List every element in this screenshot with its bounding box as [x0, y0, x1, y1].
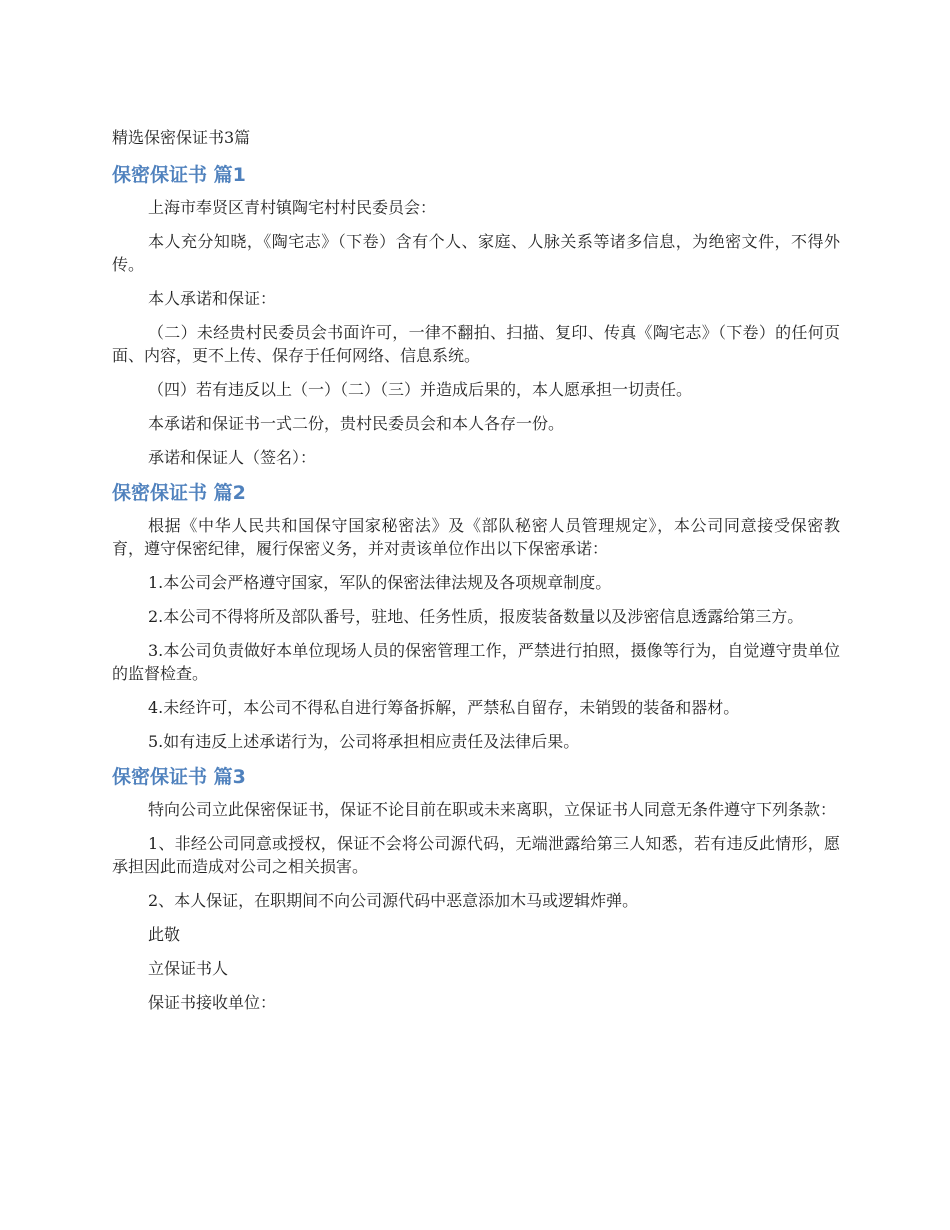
paragraph: 4.未经许可，本公司不得私自进行筹备拆解，严禁私自留存，未销毁的装备和器材。	[148, 698, 740, 717]
section-2	[112, 480, 840, 753]
paragraph: 本人承诺和保证：	[148, 289, 277, 308]
paragraph: 1.本公司会严格遵守国家，军队的保密法律法规及各项规章制度。	[148, 573, 612, 592]
document-page	[112, 126, 840, 1025]
paragraph: 5.如有违反上述承诺行为，公司将承担相应责任及法律后果。	[148, 732, 580, 751]
paragraph: 根据《中华人民共和国保守国家秘密法》及《部队秘密人员管理规定》，本公司同意接受保密教育，遵守保密纪律，履行保密义务，并对责该单位作出以下保密承诺：	[112, 516, 840, 558]
document-title: 精选保密保证书3篇	[112, 128, 251, 147]
section-heading: 保密保证书 篇1	[112, 164, 246, 186]
paragraph: 上海市奉贤区青村镇陶宅村村民委员会：	[148, 198, 437, 217]
section-heading: 保密保证书 篇2	[112, 482, 246, 504]
paragraph: 保证书接收单位：	[148, 993, 277, 1012]
paragraph: （二）未经贵村民委员会书面许可，一律不翻拍、扫描、复印、传真《陶宅志》（下卷）的任何页面、内容，更不上传、保存于任何网络、信息系统。	[112, 323, 840, 365]
paragraph: 本人充分知晓，《陶宅志》（下卷）含有个人、家庭、人脉关系等诸多信息，为绝密文件，不得外传。	[112, 232, 840, 274]
paragraph: 本承诺和保证书一式二份，贵村民委员会和本人各存一份。	[148, 414, 565, 433]
paragraph: 2、本人保证，在职期间不向公司源代码中恶意添加木马或逻辑炸弹。	[148, 891, 639, 910]
section-3	[112, 764, 840, 1014]
section-1	[112, 162, 840, 469]
paragraph: 立保证书人	[148, 959, 229, 978]
section-heading: 保密保证书 篇3	[112, 766, 246, 788]
paragraph: 承诺和保证人（签名）：	[148, 448, 317, 467]
paragraph: 2.本公司不得将所及部队番号，驻地、任务性质，报废装备数量以及涉密信息透露给第三方。	[148, 607, 804, 626]
paragraph: 3.本公司负责做好本单位现场人员的保密管理工作，严禁进行拍照，摄像等行为，自觉遵守贵单位的监督检查。	[112, 641, 840, 683]
paragraph: 此敬	[148, 925, 181, 944]
paragraph: 特向公司立此保密保证书，保证不论目前在职或未来离职，立保证书人同意无条件遵守下列条款：	[148, 800, 837, 819]
paragraph: （四）若有违反以上（一）（二）（三）并造成后果的，本人愿承担一切责任。	[148, 380, 693, 399]
paragraph: 1、非经公司同意或授权，保证不会将公司源代码，无端泄露给第三人知悉，若有违反此情形，愿承担因此而造成对公司之相关损害。	[112, 834, 840, 876]
